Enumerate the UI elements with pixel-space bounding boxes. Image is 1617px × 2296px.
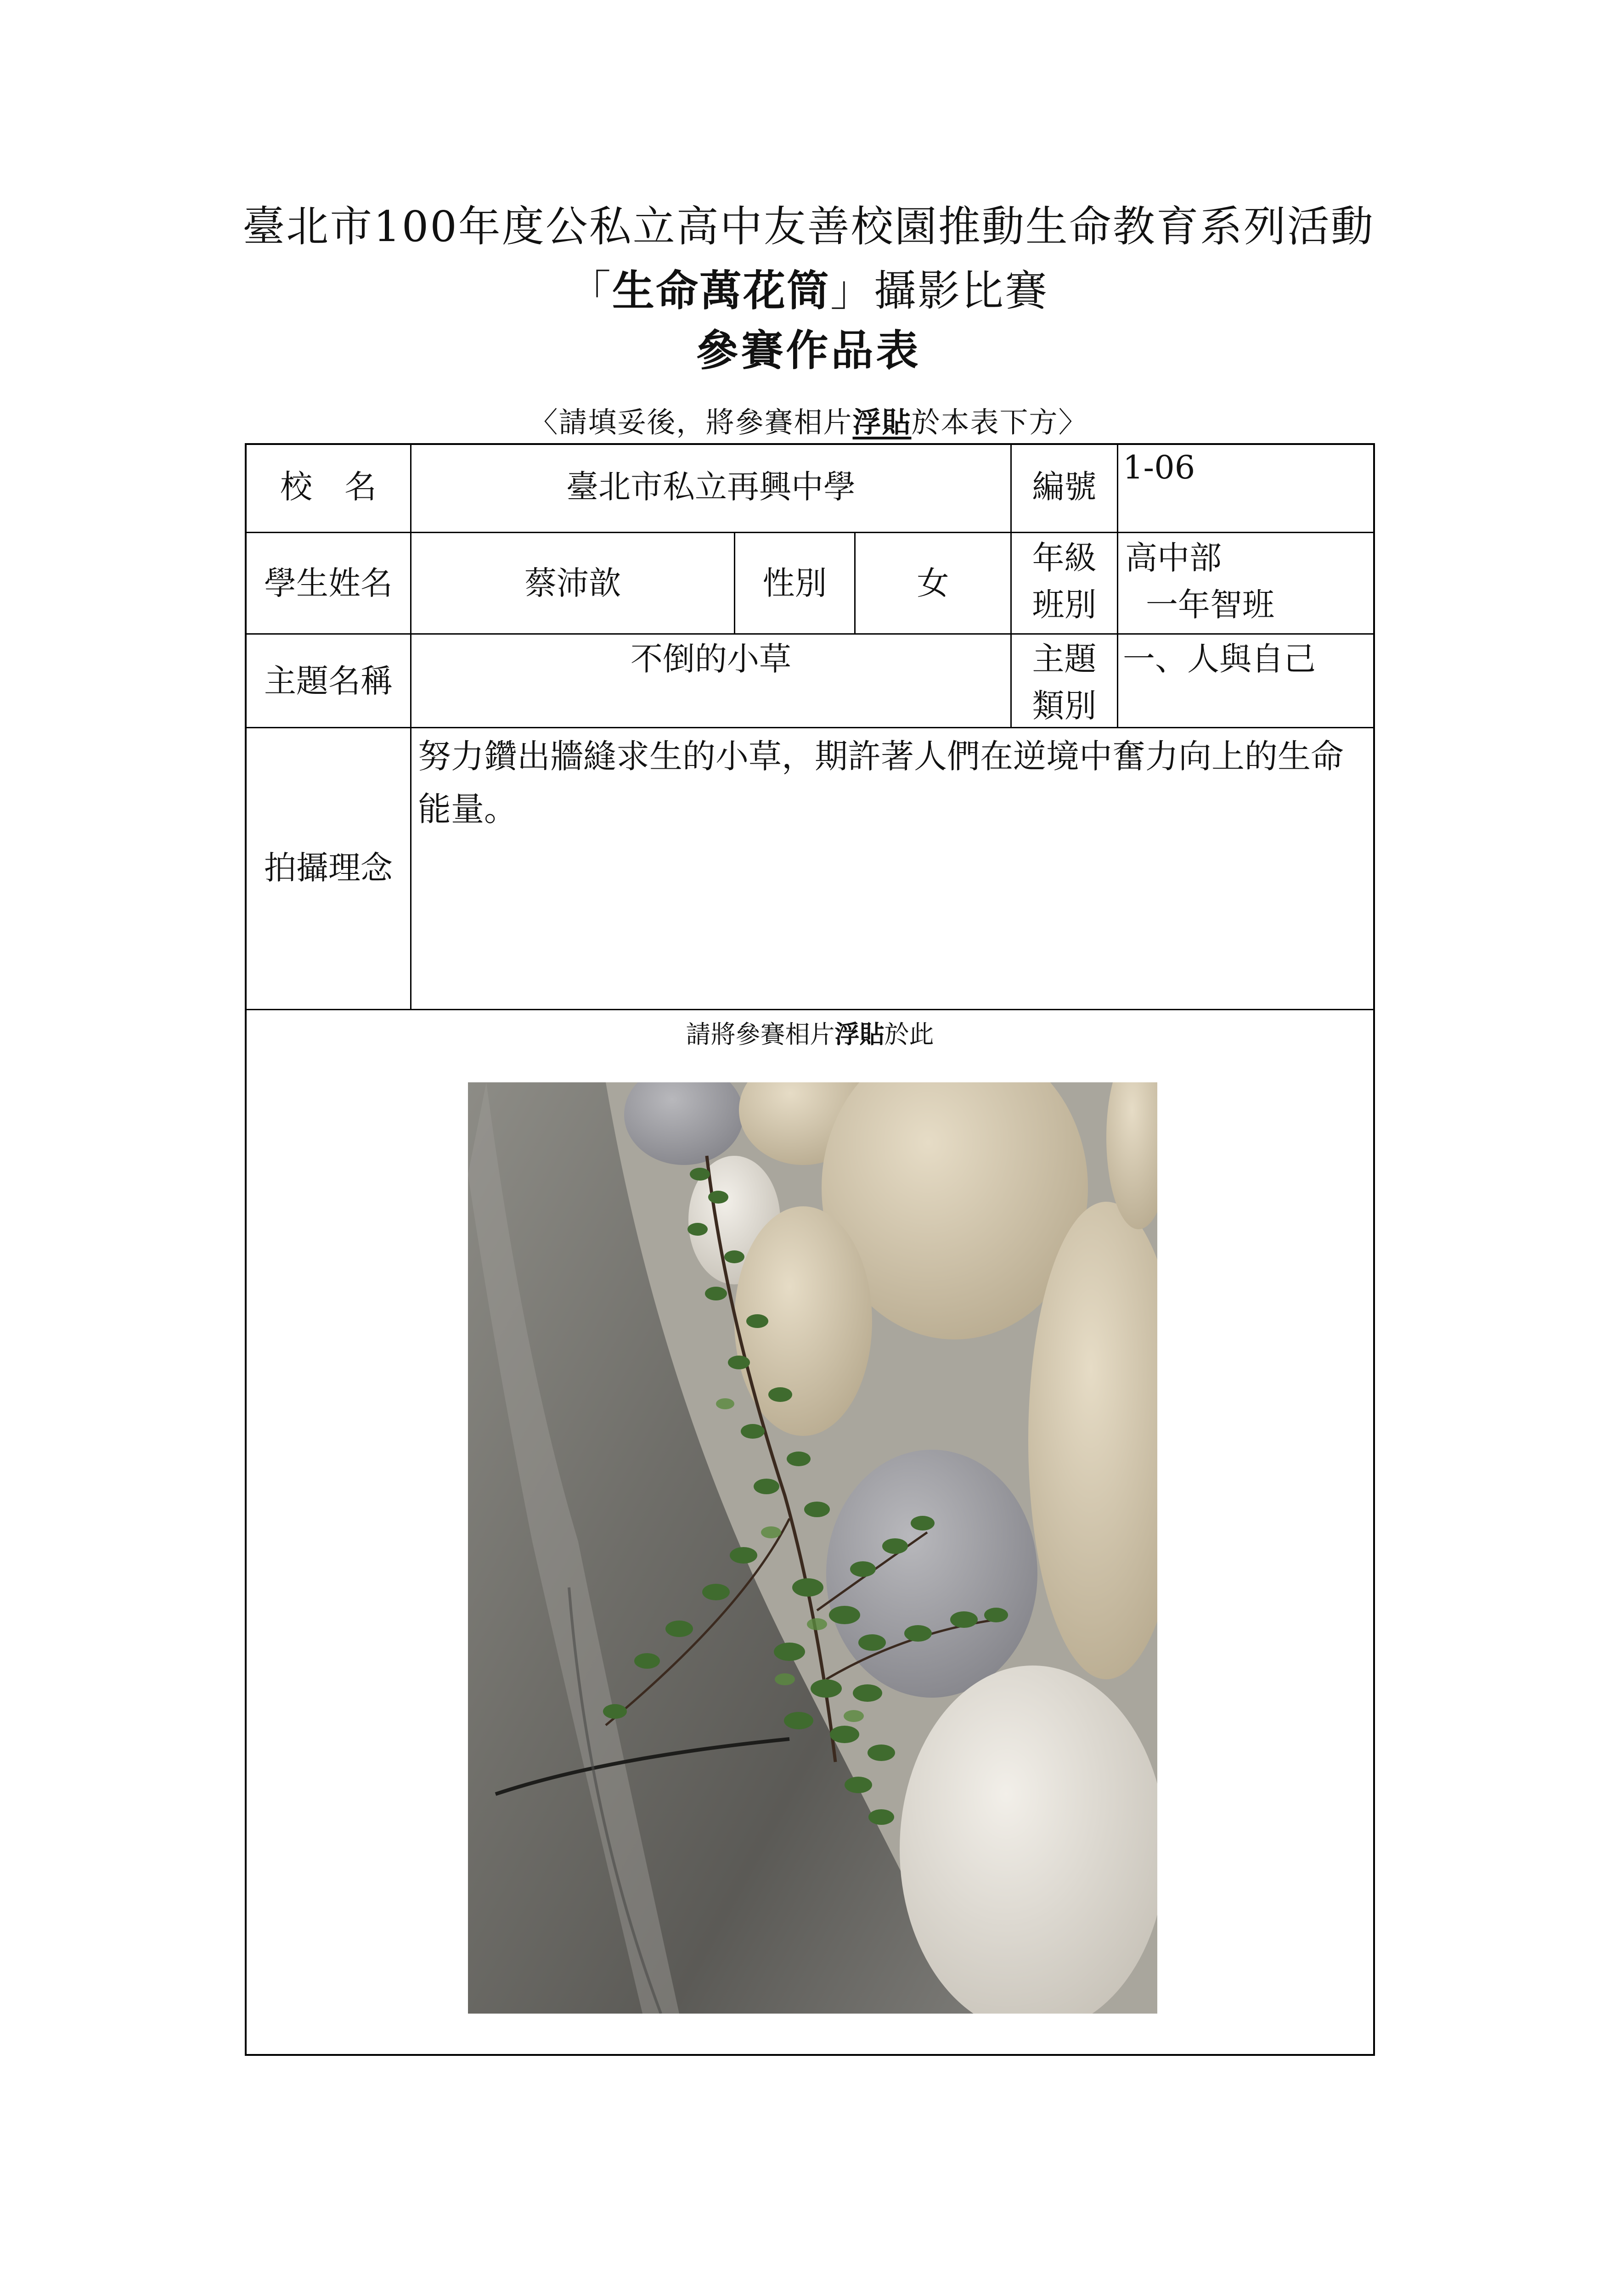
contest-photo (468, 1082, 1157, 2014)
table-row-divider (245, 727, 1375, 728)
school-label: 校 名 (280, 468, 377, 506)
paste-post: 於此 (884, 1020, 934, 1049)
instructions-post: 於本表下方〉 (911, 405, 1088, 439)
paste-pre: 請將參賽相片 (686, 1020, 835, 1049)
contest-title-open: 「 (568, 266, 612, 315)
theme-name-value: 不倒的小草 (631, 640, 791, 678)
table-border-right (1373, 443, 1375, 2056)
instructions (0, 400, 1617, 440)
form-title: 臺北市100年度公私立高中友善校園推動生命教育系列活動 (242, 202, 1375, 251)
contest-title-bold: 生命萬花筒 (612, 266, 830, 315)
table-border-bottom (245, 2054, 1375, 2056)
gender-value: 女 (917, 564, 949, 602)
gender-label: 性別 (762, 564, 827, 602)
category-label-line2: 類別 (1032, 687, 1097, 725)
table-border-top (245, 443, 1375, 445)
instructions-bold: 浮貼 (852, 405, 912, 439)
category-label-line1: 主題 (1032, 640, 1097, 678)
concept-label: 拍攝理念 (264, 849, 393, 887)
grade-label (1012, 535, 1117, 628)
theme-name-label: 主題名稱 (264, 662, 393, 700)
grade-value-line2: 一年智班 (1146, 585, 1274, 624)
table-row-divider (245, 633, 1375, 635)
grade-value-line1: 高中部 (1125, 539, 1222, 577)
school-value: 臺北市私立再興中學 (566, 468, 856, 506)
contest-title-close: 」攝影比賽 (830, 266, 1049, 315)
grade-label-line2: 班別 (1032, 585, 1097, 624)
student-name-label: 學生姓名 (264, 564, 393, 602)
table-row-divider (245, 1009, 1375, 1010)
paste-bold: 浮貼 (834, 1019, 885, 1049)
number-label: 編號 (1032, 468, 1097, 506)
category-value: 一、人與自己 (1123, 640, 1316, 678)
table-col-divider (410, 443, 411, 1010)
student-name-value: 蔡沛歆 (524, 564, 621, 602)
category-label (1012, 636, 1117, 729)
paste-instruction (245, 1015, 1375, 1050)
instructions-pre: 〈請填妥後，將參賽相片 (529, 405, 853, 439)
table-col-divider (1117, 443, 1118, 728)
number-value: 1-06 (1123, 449, 1195, 486)
grade-label-line1: 年級 (1032, 539, 1097, 577)
form-subtitle: 參賽作品表 (696, 326, 921, 375)
grade-value (1125, 535, 1274, 628)
table-row-divider (245, 532, 1375, 533)
concept-value: 努力鑽出牆縫求生的小草，期許著人們在逆境中奮力向上的生命能量。 (418, 737, 1344, 829)
contest-title (0, 257, 1617, 318)
